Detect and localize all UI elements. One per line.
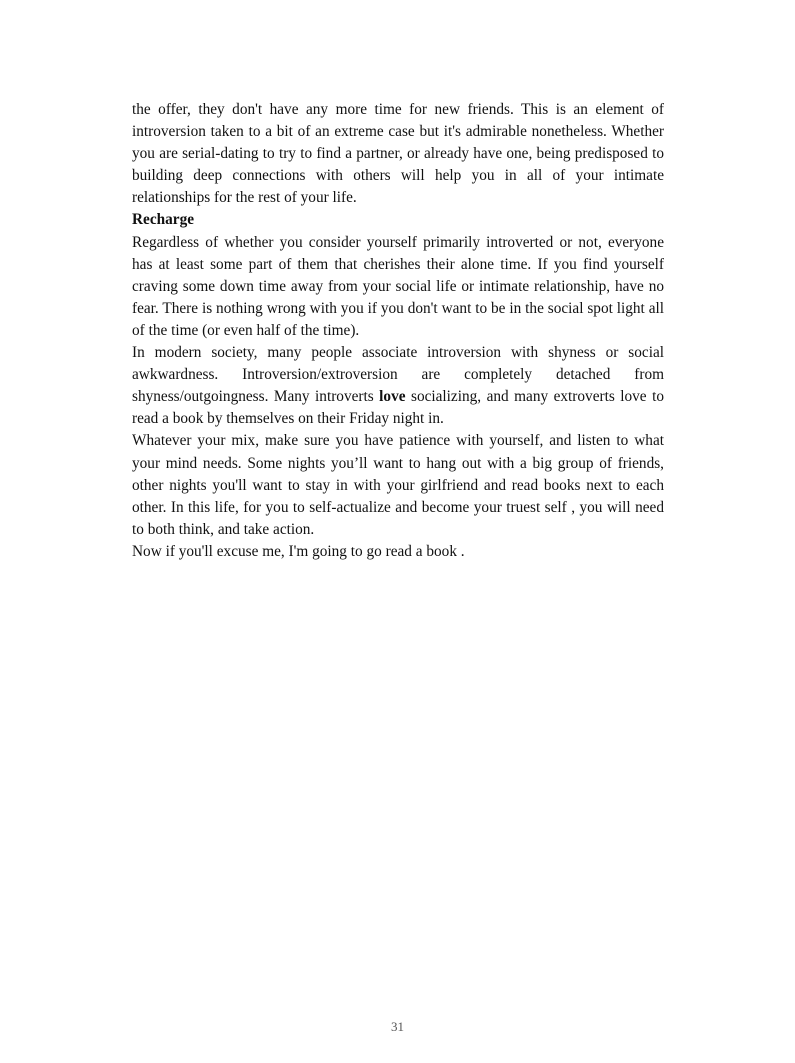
paragraph-whatever-your-mix: Whatever your mix, make sure you have patience with yourself, and listen to what your mind needs. Some nights you’ll want to hang out with a big group of friends, other nights you'll want to stay in with your girlfriend and read books next to each other. In this life, for you to self-actualize and become your truest self , you will need to both think, and take action. — [132, 432, 664, 538]
paragraph-modern-society-text-2: socializing, and many extroverts love to read a book by themselves on their Friday night in. — [132, 388, 664, 428]
paragraph-intro: the offer, they don't have any more time for new friends. This is an element of introversion taken to a bit of an extreme case but it's admirable nonetheless. Whether you are serial-dating to try to find a partner, or already have one, being predisposed to building deep connections with others will help you in all of your intimate relationships for the rest of your life. — [132, 101, 664, 207]
paragraph-modern-society-text-1: In modern society, many people associate introversion with shyness or social awkwardness. Introversion/extroversion are completely detached from shyness/outgoingness. Many introverts — [132, 344, 664, 406]
paragraph-modern-society — [132, 342, 664, 430]
page-number: 31 — [391, 1019, 404, 1034]
paragraph-closing: Now if you'll excuse me, I'm going to go read a book . — [132, 542, 465, 560]
emphasis-love: love — [379, 388, 406, 406]
paragraph-alone-time: Regardless of whether you consider yourself primarily introverted or not, everyone has at least some part of them that cherishes their alone time. If you find yourself craving some down time away from your social life or intimate relationship, have no fear. There is nothing wrong with you if you don't want to be in the social spot light all of the time (or even half of the time). — [132, 233, 664, 339]
section-heading-recharge: Recharge — [132, 211, 195, 229]
page-body — [132, 99, 664, 563]
